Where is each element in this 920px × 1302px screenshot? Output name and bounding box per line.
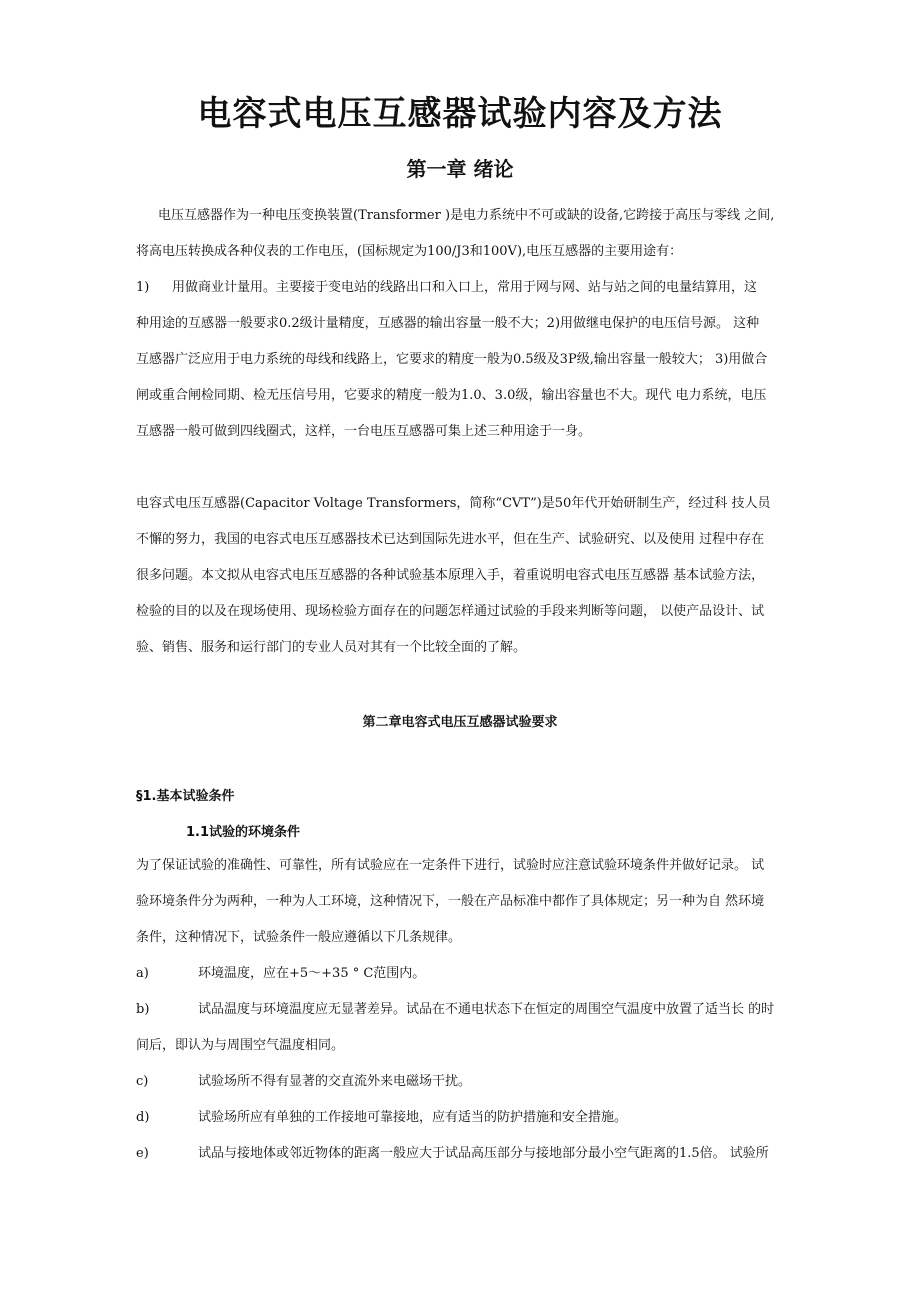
chapter-1-paragraph-2-line: 检验的目的以及在现场使用、现场检验方面存在的问题怎样通过试验的手段来判断等问题， 以使产品设计、试 bbox=[136, 604, 765, 619]
chapter-1-list-item-line bbox=[136, 279, 796, 297]
chapter-1-list-item-line: 闸或重合闸检同期、检无压信号用，它要求的精度一般为1.0、3.0级，输出容量也不大。现代 电力系统，电压 bbox=[136, 388, 767, 403]
subsection-heading: 1.1试验的环境条件 bbox=[186, 825, 301, 840]
chapter-2-paragraph-line: 为了保证试验的准确性、可靠性，所有试验应在一定条件下进行，试验时应注意试验环境条件并做好记录。 试 bbox=[136, 858, 765, 873]
chapter-1-list-item-line: 互感器一般可做到四线圈式，这样，一台电压互感器可集上述三种用途于一身。 bbox=[136, 424, 592, 439]
condition-list-item bbox=[136, 1073, 796, 1091]
list-item-text: 试验场所应有单独的工作接地可靠接地，应有适当的防护措施和安全措施。 bbox=[198, 1110, 628, 1125]
chapter-1-paragraph-2-line: 不懈的努力，我国的电容式电压互感器技术已达到国际先进水平，但在生产、试验研究、以及使用 过程中存在 bbox=[136, 532, 765, 547]
section-heading: §1.基本试验条件 bbox=[136, 789, 235, 804]
chapter-1-heading: 第一章 绪论 bbox=[406, 157, 514, 181]
chapter-1-paragraph-2-line: 验、销售、服务和运行部门的专业人员对其有一个比较全面的了解。 bbox=[136, 640, 527, 655]
chapter-1-list-item-line: 互感器广泛应用于电力系统的母线和线路上，它要求的精度一般为0.5级及3P级,输出容量一般较大； 3)用做合 bbox=[136, 352, 768, 367]
chapter-1-list-item-line: 种用途的互感器一般要求0.2级计量精度，互感器的输出容量一般不大；2)用做继电保护的电压信号源。 这种 bbox=[136, 316, 760, 331]
condition-list-item-continuation: 间后，即认为与周围空气温度相同。 bbox=[136, 1038, 345, 1053]
chapter-2-heading: 第二章电容式电压互感器试验要求 bbox=[362, 715, 558, 730]
condition-list-item bbox=[136, 1109, 796, 1127]
list-item-text: 试品温度与环境温度应无显著差异。试品在不通电状态下在恒定的周围空气温度中放置了适当长 的时 bbox=[198, 1002, 775, 1017]
chapter-2-paragraph-line: 验环境条件分为两种，一种为人工环境，这种情况下，一般在产品标准中都作了具体规定；另一种为自 然环境 bbox=[136, 894, 765, 909]
condition-list-item bbox=[136, 965, 796, 983]
list-marker: d) bbox=[136, 1110, 150, 1125]
condition-list-item bbox=[136, 1001, 796, 1019]
chapter-1-paragraph-1-line: 电压互感器作为一种电压变换装置(Transformer )是电力系统中不可或缺的设备,它跨接于高压与零线 之间, bbox=[158, 208, 775, 223]
chapter-2-paragraph-line: 条件，这种情况下，试验条件一般应遵循以下几条规律。 bbox=[136, 930, 462, 945]
list-marker: e) bbox=[136, 1146, 149, 1161]
document-title: 电容式电压互感器试验内容及方法 bbox=[197, 94, 723, 134]
condition-list-item bbox=[136, 1145, 796, 1163]
chapter-1-paragraph-2-line: 电容式电压互感器(Capacitor Voltage Transformers，简称“CVT”)是50年代开始研制生产，经过科 技人员 bbox=[136, 496, 771, 511]
chapter-1-paragraph-2-line: 很多问题。本文拟从电容式电压互感器的各种试验基本原理入手，着重说明电容式电压互感器 基本试验方法， bbox=[136, 568, 765, 583]
list-item-text: 用做商业计量用。主要接于变电站的线路出口和入口上，常用于网与网、站与站之间的电量结算用，这 bbox=[172, 280, 758, 295]
chapter-1-paragraph-1-line: 将高电压转换成各种仪表的工作电压，(国标规定为100/J3和100V),电压互感器的主要用途有： bbox=[136, 244, 683, 259]
list-item-text: 试验场所不得有显著的交直流外来电磁场干扰。 bbox=[198, 1074, 472, 1089]
list-item-text: 试品与接地体或邻近物体的距离一般应大于试品高压部分与接地部分最小空气距离的1.5倍。 试验所 bbox=[198, 1146, 769, 1161]
list-marker: 1) bbox=[136, 280, 150, 295]
list-item-text: 环境温度，应在+5～+35 ° C范围内。 bbox=[198, 966, 426, 981]
list-marker: c) bbox=[136, 1074, 149, 1089]
list-marker: b) bbox=[136, 1002, 150, 1017]
list-marker: a) bbox=[136, 966, 149, 981]
